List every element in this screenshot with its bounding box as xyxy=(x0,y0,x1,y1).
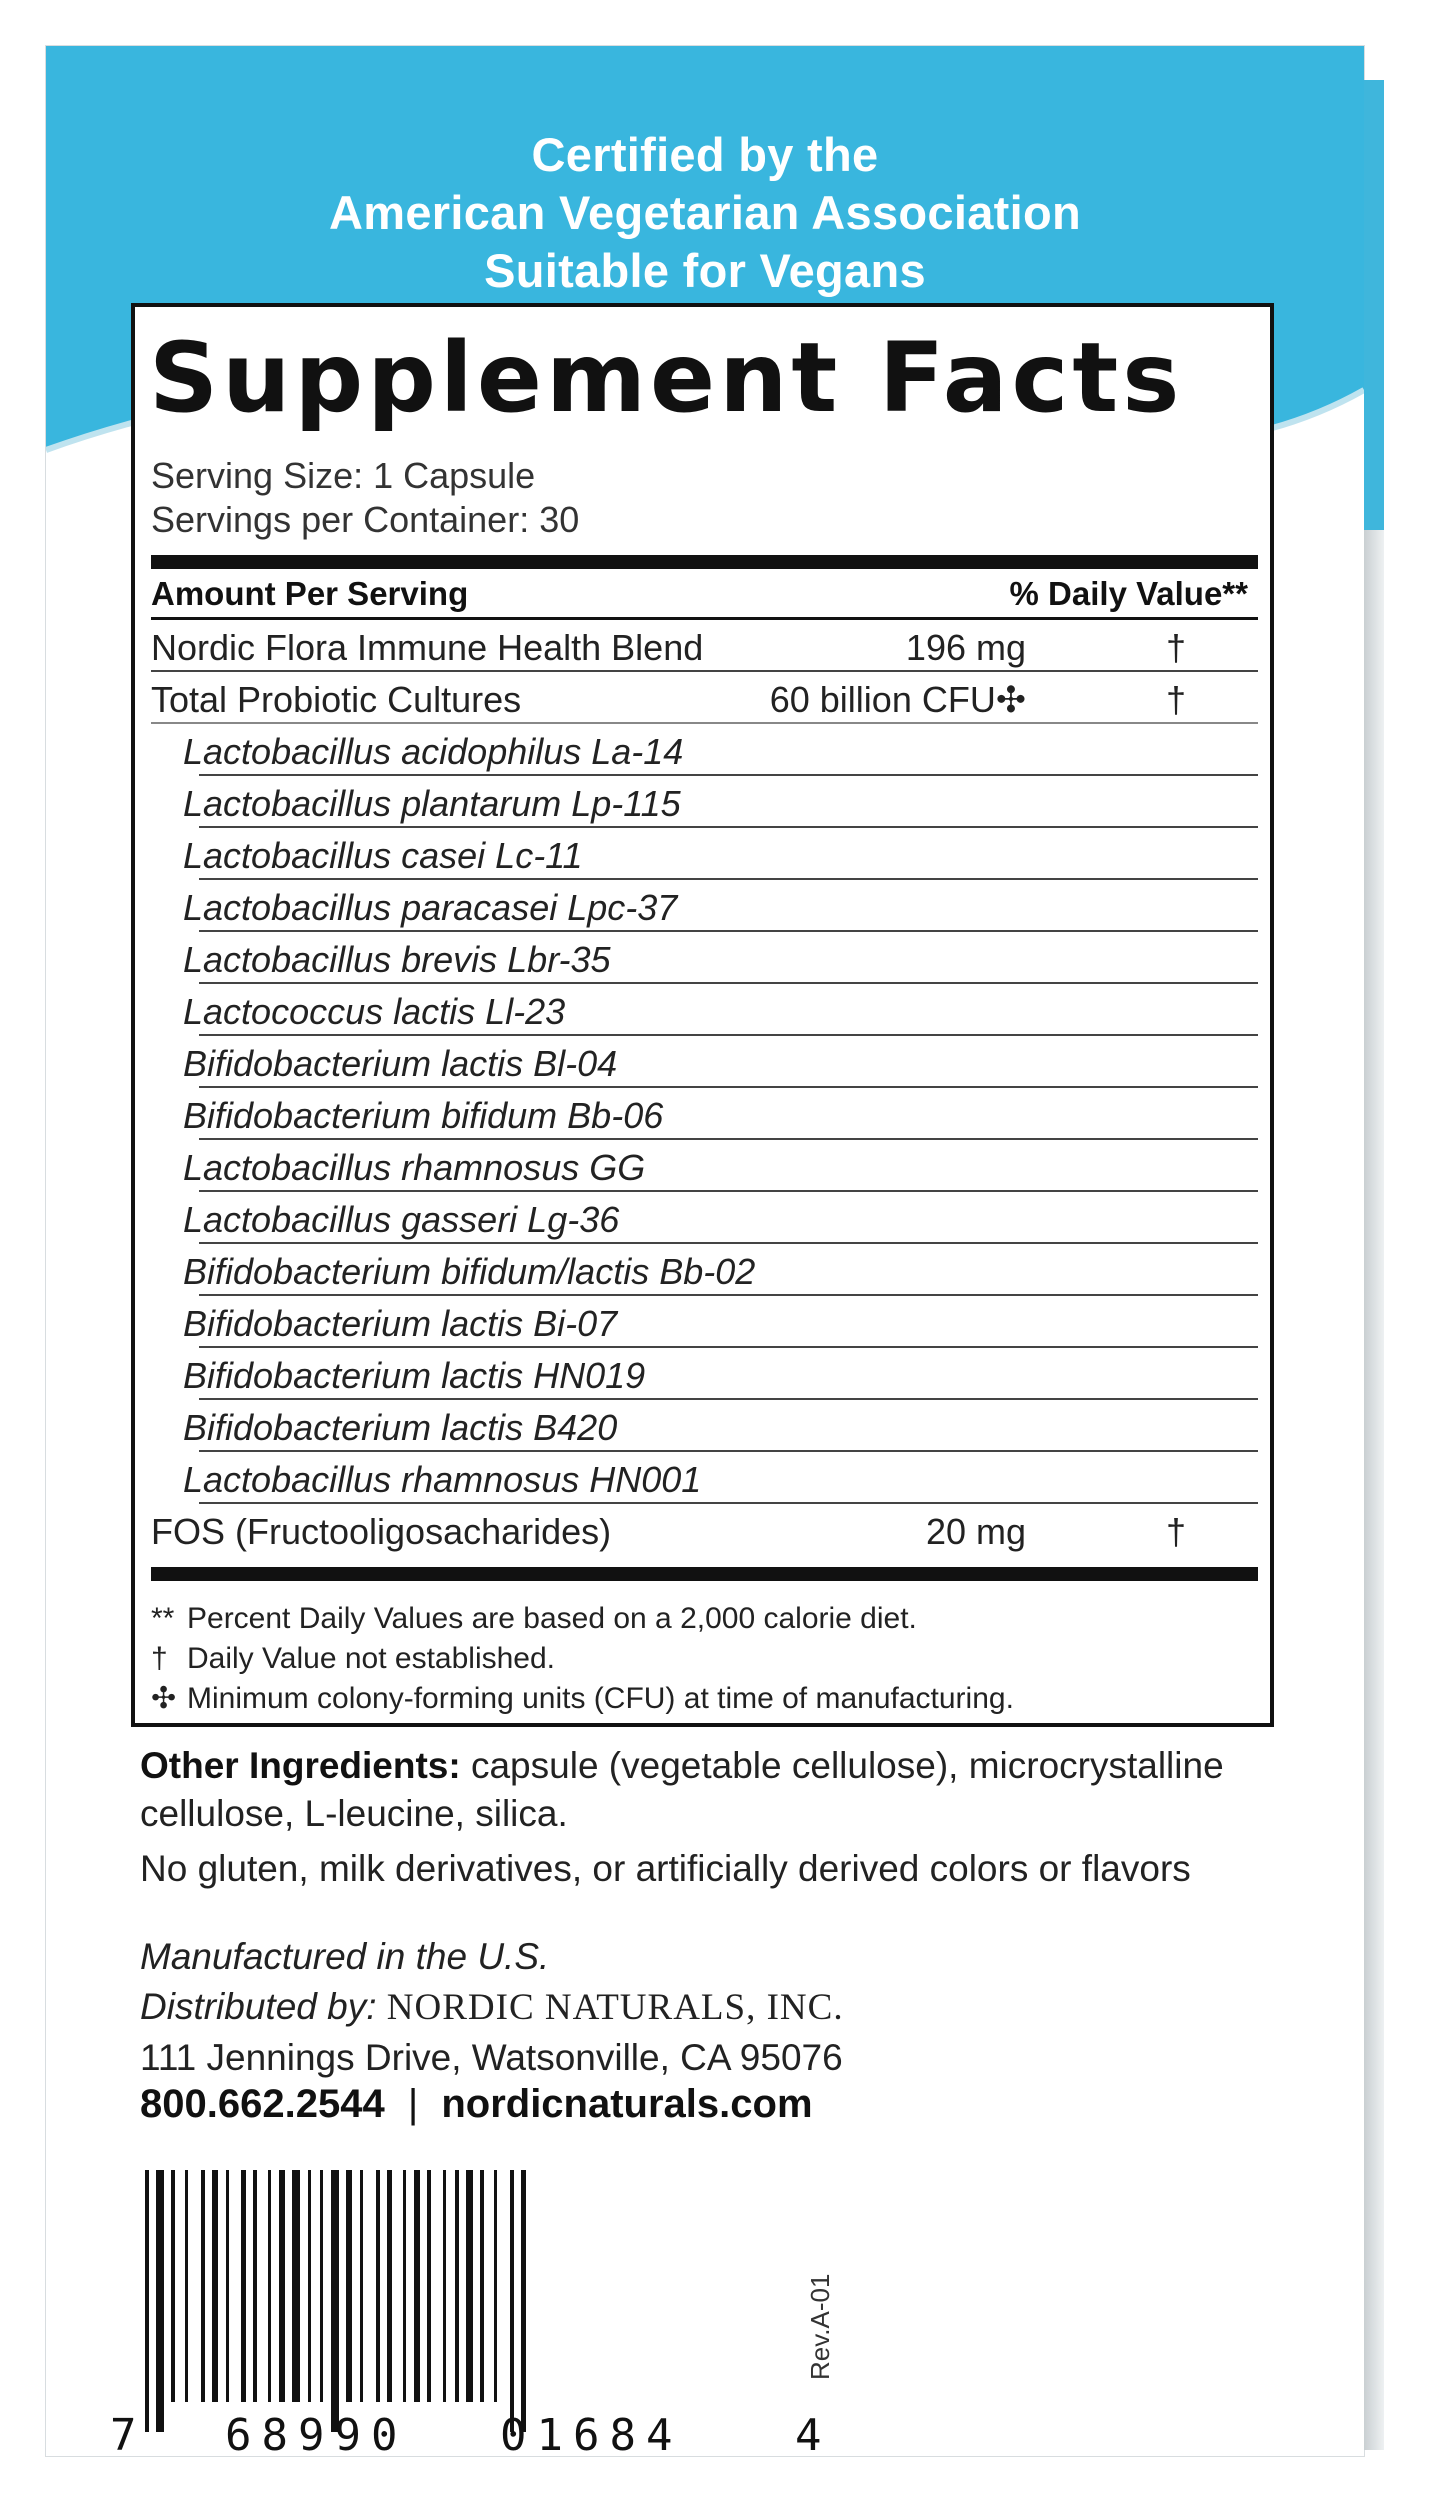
address: 111 Jennings Drive, Watsonville, CA 95076 xyxy=(140,2037,843,2078)
footnote-text: Minimum colony-forming units (CFU) at time of manufacturing. xyxy=(187,1682,1014,1715)
table-header xyxy=(151,575,1248,613)
other-ingredients-label: Other Ingredients: xyxy=(140,1745,461,1786)
barcode-bar xyxy=(185,2170,188,2402)
package-side-blue xyxy=(1364,80,1384,530)
barcode-bar xyxy=(510,2170,514,2432)
cert-line-3: Suitable for Vegans xyxy=(484,244,926,297)
barcode-bar xyxy=(253,2170,257,2402)
barcode-bar xyxy=(427,2170,431,2402)
strain-row xyxy=(183,983,1258,1036)
barcode-bar xyxy=(279,2170,285,2402)
servings-per-container: Servings per Container: 30 xyxy=(151,499,580,540)
table-row xyxy=(151,619,1258,672)
barcode-bar xyxy=(466,2170,473,2402)
barcode-bar xyxy=(292,2170,300,2402)
footnotes xyxy=(151,1599,1014,1719)
row-label: FOS (Fructooligosacharides) xyxy=(151,1511,612,1552)
allergen-statement: No gluten, milk derivatives, or artificially derived colors or flavors xyxy=(140,1848,1191,1889)
strain-row xyxy=(183,775,1258,828)
barcode-bar xyxy=(443,2170,446,2402)
strain-name: Bifidobacterium lactis Bi-07 xyxy=(183,1303,618,1344)
distributor-name: NORDIC NATURALS, INC. xyxy=(386,1987,844,2028)
strain-row xyxy=(183,1451,1258,1504)
strain-name: Bifidobacterium bifidum/lactis Bb-02 xyxy=(183,1251,756,1292)
manufacturer-info xyxy=(140,1932,844,2083)
row-daily-value: † xyxy=(1165,1511,1186,1552)
thick-rule-bottom xyxy=(151,1567,1258,1581)
strain-name: Bifidobacterium lactis Bl-04 xyxy=(183,1043,618,1084)
cert-line-1: Certified by the xyxy=(531,128,879,181)
strain-row xyxy=(183,1243,1258,1296)
table-row-fos xyxy=(151,1503,1258,1554)
made-in: Manufactured in the U.S. xyxy=(140,1936,550,1977)
row-amount: 20 mg xyxy=(925,1511,1026,1552)
footnote-mark: † xyxy=(151,1642,168,1675)
other-ingredients-text: capsule (vegetable cellulose), microcrystalline cellulose, L-leucine, silica. xyxy=(140,1745,1224,1834)
serving-size: Serving Size: 1 Capsule xyxy=(151,455,536,496)
barcode-group-right: 01684 xyxy=(500,2410,683,2461)
strain-row xyxy=(183,1399,1258,1452)
footnote xyxy=(151,1639,1014,1679)
footnote-text: Percent Daily Values are based on a 2,000 calorie diet. xyxy=(187,1602,917,1635)
barcode-bar xyxy=(376,2170,380,2402)
strain-name: Lactobacillus rhamnosus HN001 xyxy=(183,1459,702,1500)
barcode-bar xyxy=(212,2170,218,2402)
barcode-bar xyxy=(494,2170,497,2402)
strain-row xyxy=(183,931,1258,984)
strain-row xyxy=(183,1087,1258,1140)
barcode-bar xyxy=(521,2170,526,2432)
supplement-facts-table xyxy=(131,303,1274,1727)
footnote xyxy=(151,1679,1014,1719)
footnote-mark: ** xyxy=(151,1602,175,1635)
header-daily-value: % Daily Value** xyxy=(1009,575,1248,612)
revision-code: Rev.A-01 xyxy=(805,2273,835,2380)
footnote xyxy=(151,1599,1014,1639)
barcode-digit-left: 7 xyxy=(110,2410,137,2461)
barcode-bar xyxy=(268,2170,271,2402)
barcode-bar xyxy=(387,2170,392,2402)
strain-name: Bifidobacterium bifidum Bb-06 xyxy=(183,1095,664,1136)
other-ingredients xyxy=(140,1742,1280,1838)
row-daily-value: † xyxy=(1165,679,1186,720)
footnote-mark: ✣ xyxy=(151,1682,177,1715)
barcode-bar xyxy=(201,2170,205,2402)
barcode-bar xyxy=(414,2170,420,2402)
phone-number: 800.662.2544 xyxy=(140,2082,385,2126)
barcode-bar xyxy=(480,2170,484,2402)
strain-name: Bifidobacterium lactis B420 xyxy=(183,1407,618,1448)
strain-row xyxy=(183,1035,1258,1088)
row-label: Nordic Flora Immune Health Blend xyxy=(151,627,704,668)
strain-row xyxy=(183,723,1258,776)
barcode-bar xyxy=(455,2170,459,2402)
barcode-bar xyxy=(145,2170,149,2432)
strain-name: Lactobacillus rhamnosus GG xyxy=(183,1147,646,1188)
strain-row xyxy=(183,879,1258,932)
barcode-bar xyxy=(360,2170,363,2402)
barcode-group-left: 68990 xyxy=(225,2410,408,2461)
barcode-bar xyxy=(403,2170,406,2402)
strain-name: Lactobacillus paracasei Lpc-37 xyxy=(183,887,678,928)
strain-row xyxy=(183,827,1258,880)
strain-row xyxy=(183,1347,1258,1400)
footnote-text: Daily Value not established. xyxy=(187,1642,555,1675)
facts-title: Supplement Facts xyxy=(149,322,1184,434)
strain-name: Lactobacillus gasseri Lg-36 xyxy=(183,1199,620,1240)
barcode-bar xyxy=(308,2170,311,2402)
barcode-digit-right: 4 xyxy=(795,2410,822,2461)
strain-row xyxy=(183,1191,1258,1244)
barcode xyxy=(145,2170,845,2440)
barcode-bar xyxy=(226,2170,229,2402)
strain-name: Lactobacillus brevis Lbr-35 xyxy=(183,939,611,980)
strain-name: Lactococcus lactis Ll-23 xyxy=(183,991,566,1032)
barcode-bar xyxy=(331,2170,339,2432)
row-label: Total Probiotic Cultures xyxy=(151,679,522,720)
cert-line-2: American Vegetarian Association xyxy=(328,186,1081,239)
strain-name: Lactobacillus casei Lc-11 xyxy=(183,835,583,876)
row-amount: 60 billion CFU✣ xyxy=(769,679,1026,720)
strain-row xyxy=(183,1139,1258,1192)
barcode-bar xyxy=(171,2170,175,2402)
barcode-bar xyxy=(320,2170,323,2402)
barcode-bar xyxy=(241,2170,246,2402)
row-amount: 196 mg xyxy=(905,627,1026,668)
table-row xyxy=(151,671,1258,724)
website: nordicnaturals.com xyxy=(441,2082,813,2126)
certification-text xyxy=(46,126,1364,300)
strain-name: Lactobacillus acidophilus La-14 xyxy=(183,731,684,772)
barcode-bar xyxy=(346,2170,352,2402)
barcode-bar xyxy=(156,2170,164,2432)
strain-name: Bifidobacterium lactis HN019 xyxy=(183,1355,646,1396)
strain-name: Lactobacillus plantarum Lp-115 xyxy=(183,783,681,824)
distributed-label: Distributed by: xyxy=(140,1986,377,2027)
strain-row xyxy=(183,1295,1258,1348)
contact-line xyxy=(140,2082,813,2127)
contact-separator: | xyxy=(407,2082,419,2126)
thick-rule xyxy=(151,555,1258,569)
header-amount-per-serving: Amount Per Serving xyxy=(151,575,469,612)
row-daily-value: † xyxy=(1165,627,1186,668)
